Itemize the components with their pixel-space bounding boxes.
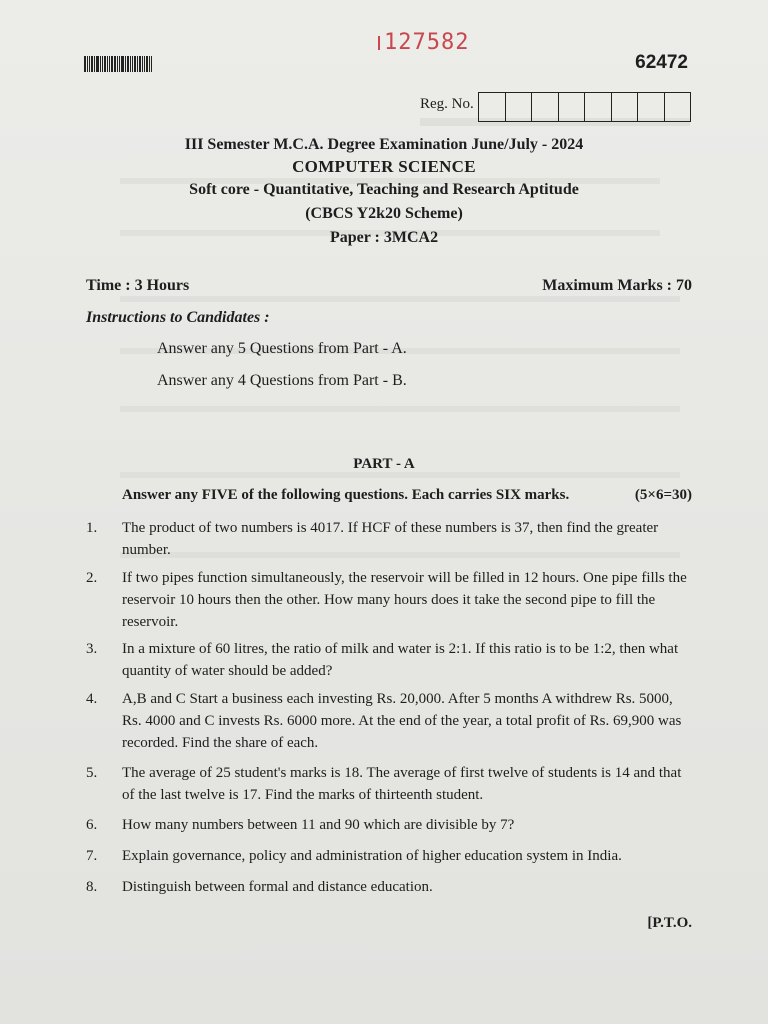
stamp-number: 127582: [384, 30, 470, 55]
barcode-icon: [84, 56, 164, 72]
paper-code: 62472: [635, 52, 688, 73]
course-title: Soft core - Quantitative, Teaching and Research Aptitude: [189, 181, 579, 198]
reg-no-box: [559, 93, 586, 121]
reg-no-box: [612, 93, 639, 121]
instructions-heading: Instructions to Candidates :: [86, 309, 270, 326]
question-number: 7.: [86, 848, 98, 864]
question-text: If two pipes function simultaneously, the reservoir will be filled in 12 hours. One pipe fills the reservoir 10 hours then the other. How many hours does it take the second pipe to fill the reservoir.: [122, 570, 687, 630]
question-text: The average of 25 student's marks is 18. The average of first twelve of students is 14 and that of the last twelve is 17. Find the marks of thirteenth student.: [122, 765, 682, 803]
instruction-item: Answer any 4 Questions from Part - B.: [157, 372, 407, 389]
reg-no-box: [506, 93, 533, 121]
paper-title: Paper : 3MCA2: [329, 229, 439, 246]
scheme-title: (CBCS Y2k20 Scheme): [305, 205, 463, 222]
part-a-marks: (5×6=30): [634, 487, 692, 503]
question-number: 5.: [86, 765, 98, 781]
reg-no-box: [638, 93, 665, 121]
instruction-item: Answer any 5 Questions from Part - A.: [157, 340, 407, 357]
question-number: 4.: [86, 691, 98, 707]
question-text: In a mixture of 60 litres, the ratio of milk and water is 2:1. If this ratio is to be 1:2, then what quantity of water should be added?: [122, 641, 679, 679]
reg-no-box: [532, 93, 559, 121]
question-number: 2.: [86, 570, 98, 586]
question-text: Distinguish between formal and distance education.: [122, 879, 433, 895]
reg-no-boxes: [478, 92, 691, 122]
question-text: Explain governance, policy and administration of higher education system in India.: [122, 848, 622, 864]
max-marks-label: Maximum Marks : 70: [542, 277, 692, 294]
reg-no-box: [665, 93, 691, 121]
pto-label: [P.T.O.: [647, 915, 692, 931]
reg-no-box: [479, 93, 506, 121]
stamp-mark: [378, 36, 380, 50]
question-number: 6.: [86, 817, 98, 833]
reg-no-label: Reg. No.: [420, 96, 474, 112]
question-number: 3.: [86, 641, 98, 657]
exam-title: III Semester M.C.A. Degree Examination June/July - 2024: [184, 136, 584, 153]
question-text: How many numbers between 11 and 90 which are divisible by 7?: [122, 817, 515, 833]
subject-title: COMPUTER SCIENCE: [292, 157, 476, 176]
part-a-heading: PART - A: [353, 456, 415, 472]
part-a-instruction: Answer any FIVE of the following questions. Each carries SIX marks.: [122, 487, 570, 503]
question-number: 1.: [86, 520, 98, 536]
question-text: The product of two numbers is 4017. If HCF of these numbers is 37, then find the greater number.: [122, 520, 659, 558]
reg-no-box: [585, 93, 612, 121]
question-number: 8.: [86, 879, 98, 895]
question-text: A,B and C Start a business each investing Rs. 20,000. After 5 months A withdrew Rs. 5000, Rs. 4000 and C invests Rs. 6000 more. At the end of the year, a total profit of Rs. 69,900 was recorded. Find the share of each.: [122, 691, 682, 751]
time-label: Time : 3 Hours: [86, 277, 190, 294]
